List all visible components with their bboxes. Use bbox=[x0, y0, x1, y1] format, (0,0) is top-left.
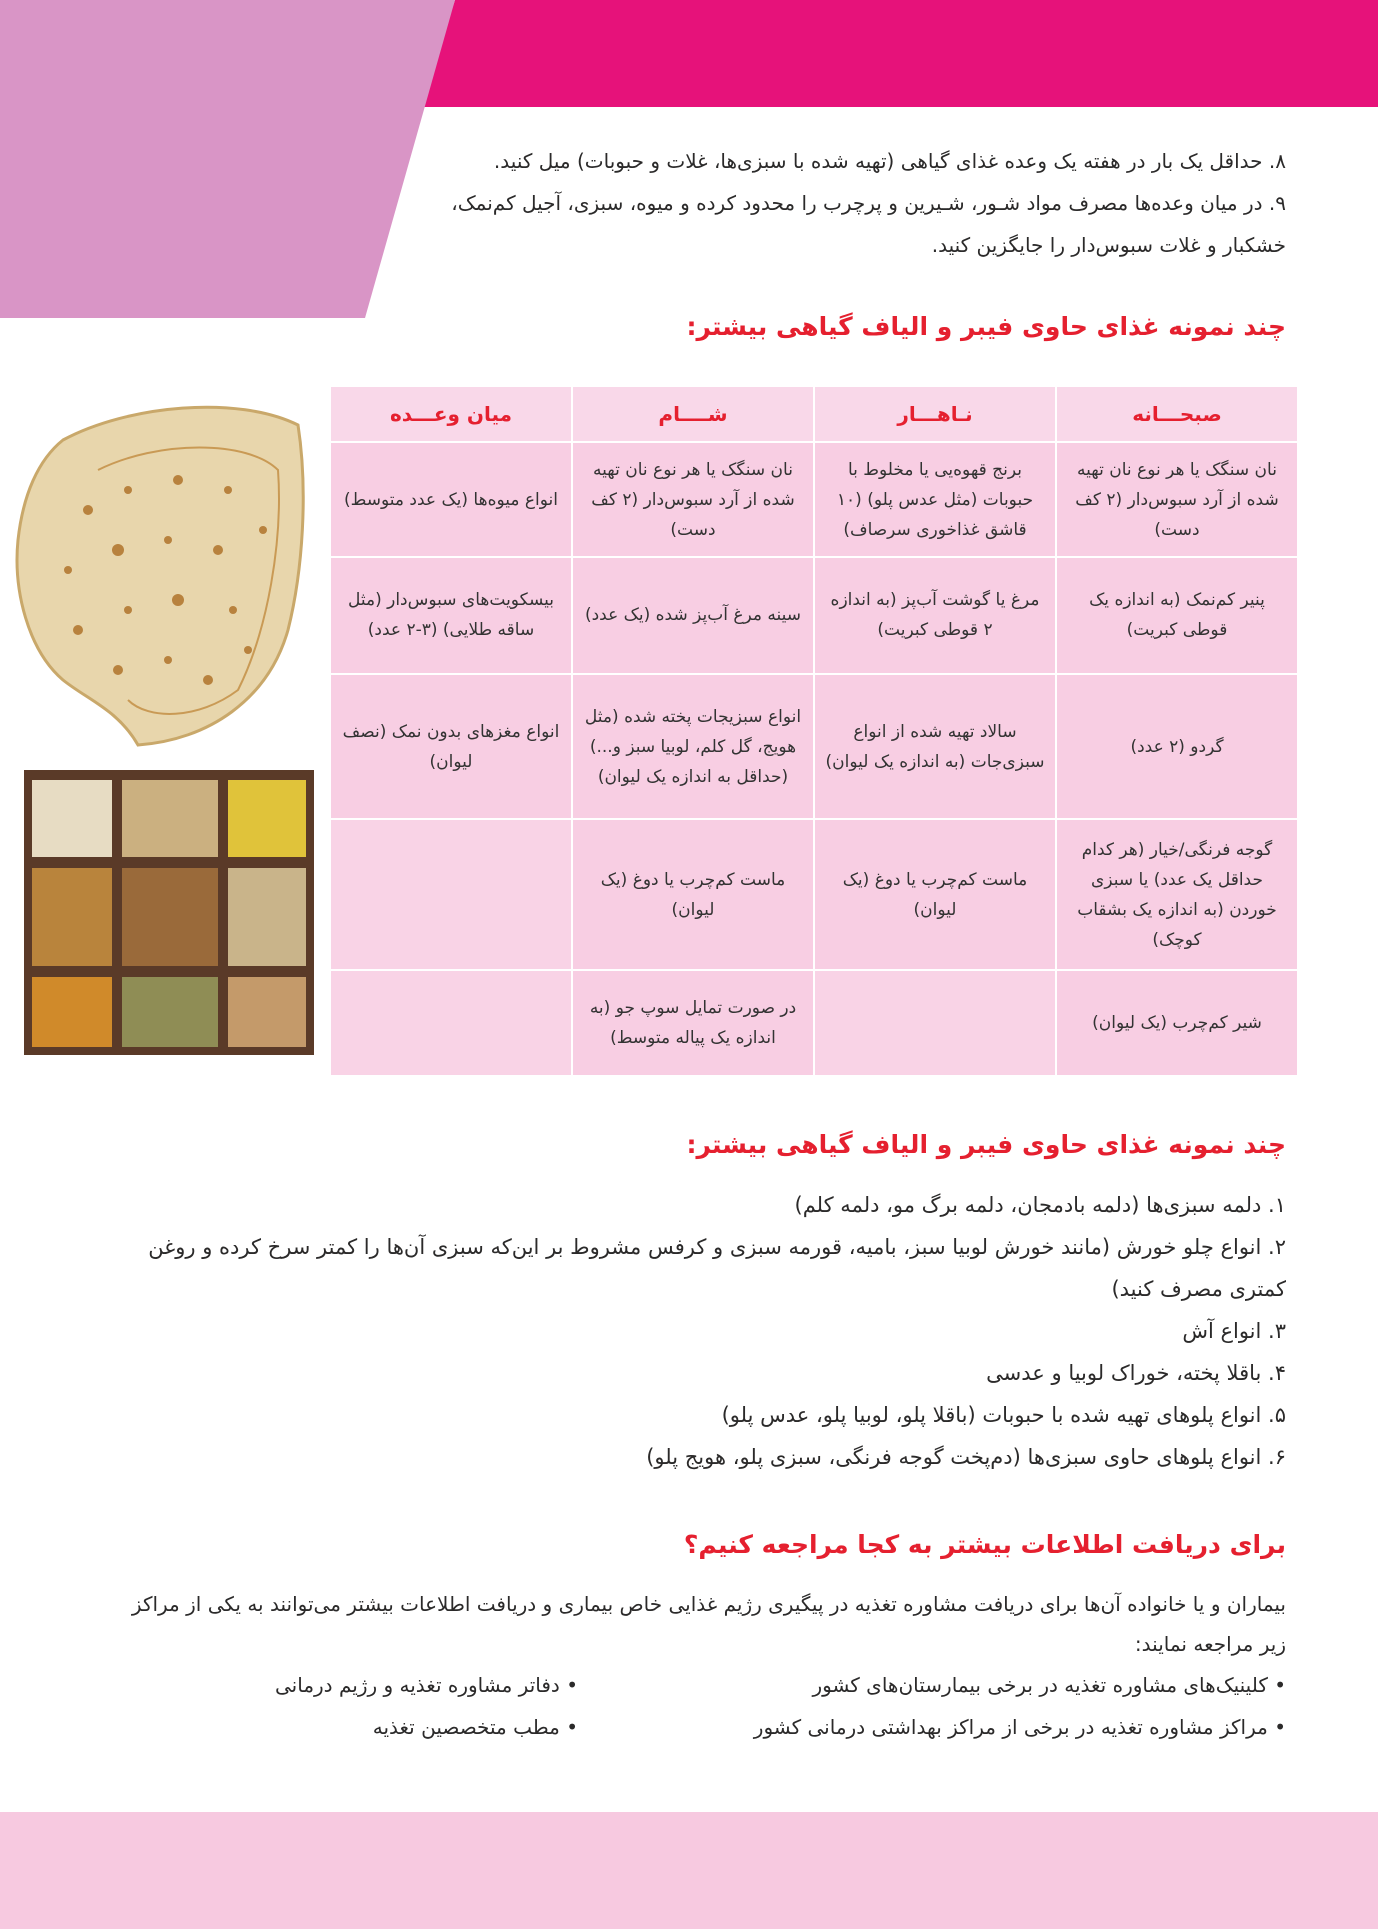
section-title-fiber-dishes: چند نمونه غذای حاوی فیبر و الیاف گیاهی بیشتر: bbox=[686, 1130, 1286, 1159]
table-cell: سینه مرغ آب‌پز شده (یک عدد) bbox=[572, 557, 814, 674]
table-cell-empty bbox=[330, 819, 572, 970]
table-cell: برنج قهوه‌یی یا مخلوط با حبوبات (مثل عدس پلو) (۱۰ قاشق غذاخوری سرصاف) bbox=[814, 442, 1056, 557]
intro-item: ۸. حداقل یک بار در هفته یک وعده غذای گیاهی (تهیه شده با سبزی‌ها، غلات و حبوبات) میل کنید. bbox=[493, 149, 1286, 173]
table-cell-empty bbox=[814, 970, 1056, 1076]
table-cell: ماست کم‌چرب یا دوغ (یک لیوان) bbox=[572, 819, 814, 970]
table-cell: در صورت تمایل سوپ جو (به اندازه یک پیاله متوسط) bbox=[572, 970, 814, 1076]
table-cell: پنیر کم‌نمک (به اندازه یک قوطی کبریت) bbox=[1056, 557, 1298, 674]
list-item: ۲. انواع چلو خورش (مانند خورش لوبیا سبز، بامیه، قورمه سبزی و کرفس مشروط بر این‌که سبزی آن‌ها را کمتر سرخ کرده و روغن کمتری مصرف کنید) bbox=[148, 1235, 1286, 1301]
table-cell-empty bbox=[330, 970, 572, 1076]
header-breakfast: صبحـــانه bbox=[1056, 386, 1298, 442]
header-lunch: نـاهـــار bbox=[814, 386, 1056, 442]
intro-item: ۹. در میان وعده‌ها مصرف مواد شـور، شـیرین و پرچرب را محدود کرده و میوه، سبزی، آجیل کم‌نمک، خشکبار و غلات سبوس‌دار را جایگزین کنید. bbox=[451, 191, 1286, 257]
table-cell: بیسکویت‌های سبوس‌دار (مثل ساقه طلایی) (۳-۲ عدد) bbox=[330, 557, 572, 674]
more-info-paragraph bbox=[106, 1584, 1286, 1664]
table-cell: گردو (۲ عدد) bbox=[1056, 674, 1298, 820]
header-snack: میان وعـــده bbox=[330, 386, 572, 442]
magenta-banner bbox=[420, 0, 1378, 107]
section-title-more-info: برای دریافت اطلاعات بیشتر به کجا مراجعه کنیم؟ bbox=[683, 1530, 1286, 1559]
intro-list bbox=[396, 140, 1286, 266]
table-cell: نان سنگک یا هر نوع نان تهیه شده از آرد سبوس‌دار (۲ کف دست) bbox=[1056, 442, 1298, 557]
table-cell: ماست کم‌چرب یا دوغ (یک لیوان) bbox=[814, 819, 1056, 970]
table-cell: انواع مغزهای بدون نمک (نصف لیوان) bbox=[330, 674, 572, 820]
centers-list-left bbox=[275, 1664, 578, 1748]
list-item: • مطب متخصصین تغذیه bbox=[275, 1706, 578, 1748]
list-item: • مراکز مشاوره تغذیه در برخی از مراکز بهداشتی درمانی کشور bbox=[754, 1706, 1286, 1748]
mauve-panel bbox=[0, 0, 455, 318]
list-item: • دفاتر مشاوره تغذیه و رژیم درمانی bbox=[275, 1664, 578, 1706]
grains-box-image bbox=[24, 770, 314, 1055]
list-item: ۱. دلمه سبزی‌ها (دلمه بادمجان، دلمه برگ مو، دلمه کلم) bbox=[794, 1193, 1286, 1217]
table-cell: نان سنگک یا هر نوع نان تهیه شده از آرد سبوس‌دار (۲ کف دست) bbox=[572, 442, 814, 557]
header-dinner: شــــام bbox=[572, 386, 814, 442]
centers-list-right bbox=[754, 1664, 1286, 1748]
list-item: ۶. انواع پلوهای حاوی سبزی‌ها (دم‌پخت گوجه فرنگی، سبزی پلو، هویج پلو) bbox=[646, 1445, 1286, 1469]
table-cell: مرغ یا گوشت آب‌پز (به اندازه ۲ قوطی کبریت) bbox=[814, 557, 1056, 674]
list-item: ۳. انواع آش bbox=[1182, 1319, 1286, 1343]
table-cell: گوجه فرنگی/خیار (هر کدام حداقل یک عدد) یا سبزی خوردن (به اندازه یک بشقاب کوچک) bbox=[1056, 819, 1298, 970]
meal-plan-table bbox=[329, 385, 1299, 1077]
table-cell: انواع میوه‌ها (یک عدد متوسط) bbox=[330, 442, 572, 557]
dish-list bbox=[106, 1184, 1286, 1478]
list-item: ۵. انواع پلوهای تهیه شده با حبوبات (باقلا پلو، لوبیا پلو، عدس پلو) bbox=[721, 1403, 1286, 1427]
list-item: • کلینیک‌های مشاوره تغذیه در برخی بیمارستان‌های کشور bbox=[754, 1664, 1286, 1706]
bread-image bbox=[8, 400, 318, 750]
table-cell: سالاد تهیه شده از انواع سبزی‌جات (به اندازه یک لیوان) bbox=[814, 674, 1056, 820]
table-cell: انواع سبزیجات پخته شده (مثل هویج، گل کلم، لوبیا سبز و...) (حداقل به اندازه یک لیوان) bbox=[572, 674, 814, 820]
paragraph-text: بیماران و یا خانواده آن‌ها برای دریافت مشاوره تغذیه در پیگیری رژیم غذایی خاص بیماری و دریافت اطلاعات بیشتر می‌توانند به یکی از مراکز زیر مراجعه نمایند: bbox=[131, 1592, 1286, 1656]
footer-band bbox=[0, 1812, 1378, 1929]
section-title-fiber-table: چند نمونه غذای حاوی فیبر و الیاف گیاهی بیشتر: bbox=[686, 312, 1286, 341]
list-item: ۴. باقلا پخته، خوراک لوبیا و عدسی bbox=[986, 1361, 1286, 1385]
table-cell: شیر کم‌چرب (یک لیوان) bbox=[1056, 970, 1298, 1076]
